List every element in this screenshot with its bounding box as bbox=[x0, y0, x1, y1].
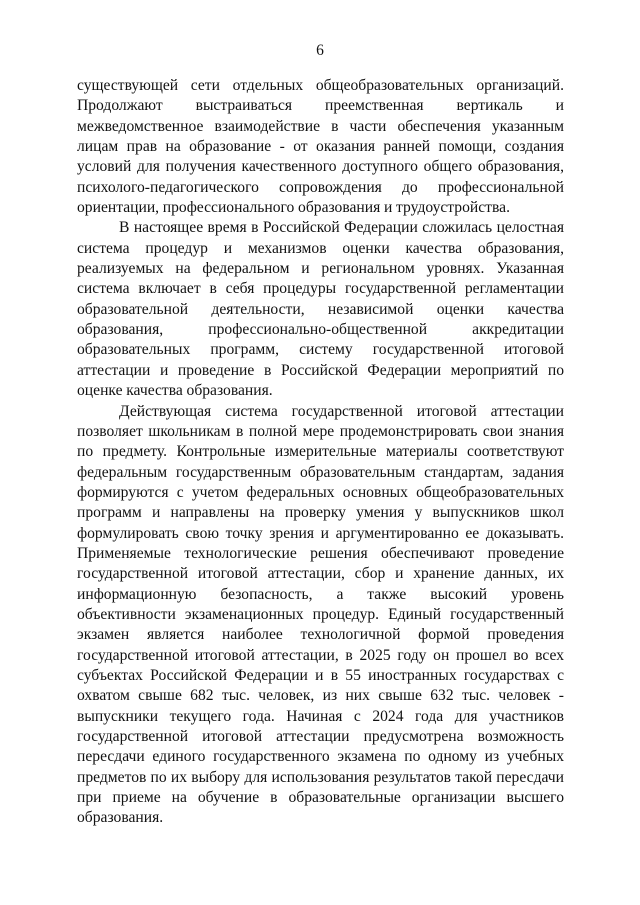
paragraph-quality-assessment-system: В настоящее время в Российской Федерации сложилась целостная система процедур и механизмов оценки качества образования, реализуемых на федеральном и региональном уровнях. Указанная система включает в себя процедуры государственной регламентации образовательной деятельности, независимой оценки качества образования, профессионально-общественной аккредитации образовательных программ, систему государственной итоговой аттестации и проведение в Российской Федерации мероприятий по оценке качества образования. bbox=[77, 219, 564, 400]
paragraph-state-final-attestation: Действующая система государственной итоговой аттестации позволяет школьникам в полной мере продемонстрировать свои знания по предмету. Контрольные измерительные материалы соответствуют федеральным государственным образовательным стандартам, задания формируются с учетом федеральных основных общеобразовательных программ и направлены на проверку умения у выпускников школ формулировать свою точку зрения и аргументированно ее доказывать. Применяемые технологические решения обеспечивают проведение государственной итоговой аттестации, сбор и хранение данных, их информационную безопасность, а также высокий уровень объективности экзаменационных процедур. Единый государственный экзамен является наиболее технологичной формой проведения государственной итоговой аттестации, в 2025 году он прошел во всех субъектах Российской Федерации и в 55 иностранных государствах с охватом свыше 682 тыс. человек, из них свыше 632 тыс. человек - выпускники текущего года. Начиная с 2024 года для участников государственной итоговой аттестации предусмотрена возможность пересдачи единого государственного экзамена по одному из учебных предметов по их выбору для использования результатов такой пересдачи при приеме на обучение в образовательные организации высшего образования. bbox=[77, 402, 564, 827]
paragraph-continuation: существующей сети отдельных общеобразовательных организаций. Продолжают выстраиваться преемственная вертикаль и межведомственное взаимодействие в части обеспечения указанным лицам прав на образование - от оказания ранней помощи, создания условий для получения качественного доступного общего образования, психолого-педагогического сопровождения до профессиональной ориентации, профессионального образования и трудоустройства. bbox=[77, 77, 564, 217]
document-body bbox=[77, 76, 564, 829]
page-number: 6 bbox=[316, 42, 324, 59]
